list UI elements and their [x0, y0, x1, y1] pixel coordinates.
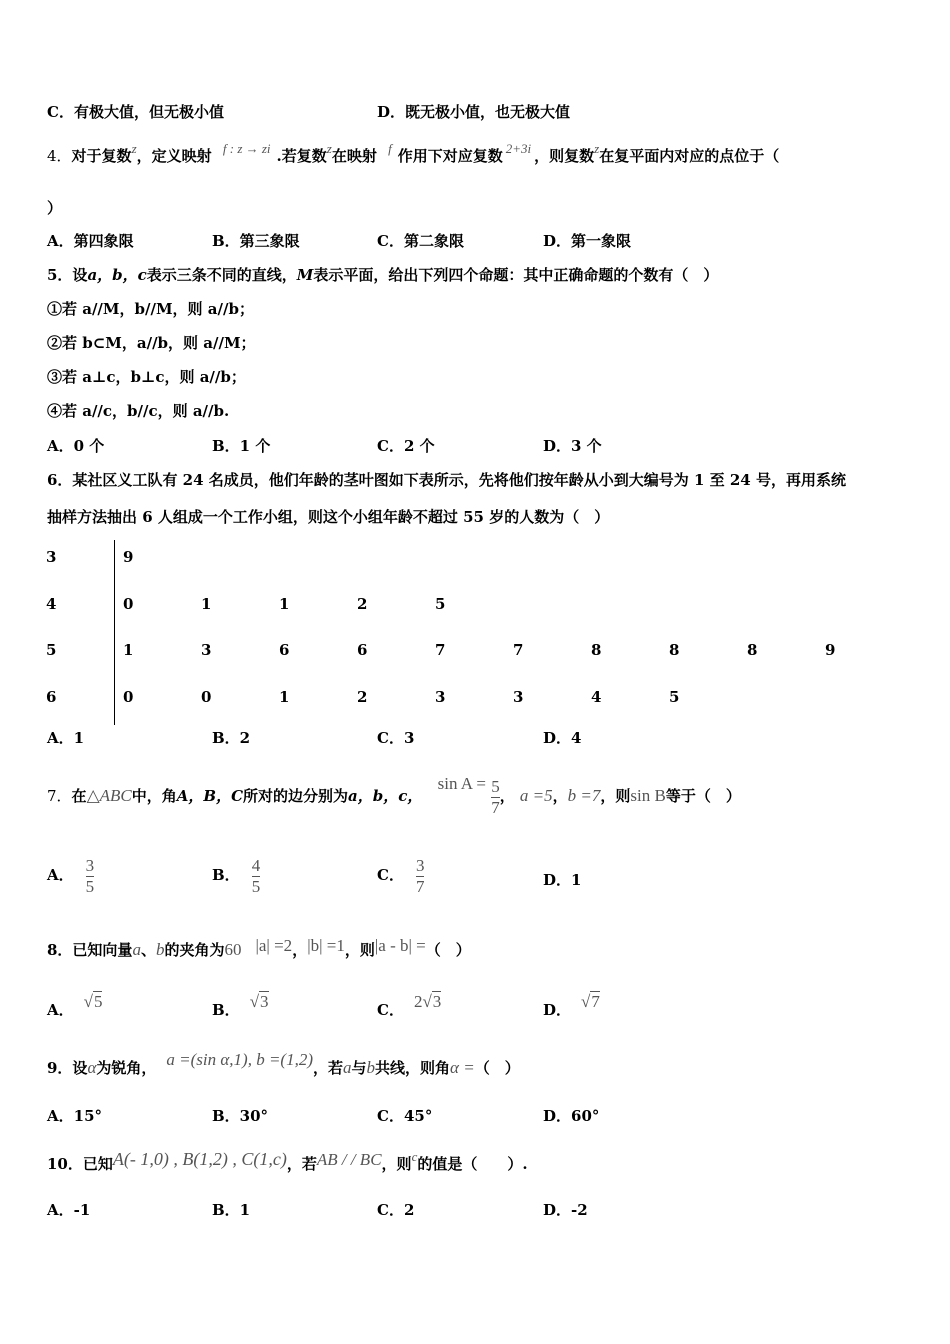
q3-option-c: C．有极大值，但无极小值 — [47, 103, 224, 121]
q5-stem: 5．设a，b，c表示三条不同的直线，M表示平面，给出下列四个命题：其中正确命题的个数有（ ） — [47, 266, 719, 284]
q8-option-b: B． √3 — [212, 992, 269, 1019]
q10-stem: 10．已知A(- 1,0) , B(1,2) , C(1,c)，若AB / / BC，则c的值是（ ）. — [47, 1149, 528, 1173]
q6-option-c: C．3 — [377, 729, 415, 747]
q4-option-c: C．第二象限 — [377, 232, 464, 250]
q6-option-d: D．4 — [543, 729, 582, 747]
q8-option-c: C． 2√3 — [377, 992, 442, 1019]
leaf: 8 — [591, 641, 602, 659]
leaf: 1 — [123, 641, 134, 659]
q5-option-b: B．1 个 — [212, 437, 271, 455]
leaf: 1 — [279, 688, 290, 706]
leaf: 2 — [357, 595, 368, 613]
q7-option-c: C． $\frac{3}{7}$ — [377, 855, 425, 896]
q9-option-b: B．30° — [212, 1107, 269, 1125]
leaf: 8 — [747, 641, 758, 659]
stem-2: 5 — [46, 641, 57, 659]
leaf: 8 — [669, 641, 680, 659]
q5-proposition-4: ④若 a//c，b//c，则 a//b. — [47, 402, 230, 420]
leaf: 6 — [279, 641, 290, 659]
q4-option-d: D．第一象限 — [543, 232, 632, 250]
q8-stem: 8．已知向量a、b的夹角为60 |a| =2，|b| =1，则|a - b| =（ ） — [47, 936, 471, 959]
leaf: 7 — [435, 641, 446, 659]
leaf: 0 — [123, 688, 134, 706]
q10-option-b: B．1 — [212, 1201, 251, 1219]
leaf: 0 — [201, 688, 212, 706]
leaf: 5 — [435, 595, 446, 613]
leaf: 6 — [357, 641, 368, 659]
q4-option-a: A．第四象限 — [47, 232, 134, 250]
q7-stem: 7．在△ABC中，角A，B，C所对的边分别为a，b，c， sin A = $\frac{5}{7}$ ， a =5，b =7，则sin B等于（ ） — [47, 774, 741, 817]
leaf: 1 — [279, 595, 290, 613]
q6-stem-line1: 6．某社区义工队有 24 名成员，他们年龄的茎叶图如下表所示，先将他们按年龄从小到大编号为 1 至 24 号，再用系统 — [47, 471, 846, 489]
q5-proposition-1: ①若 a//M，b//M，则 a//b； — [47, 300, 254, 318]
q3-option-d: D．既无极小值，也无极大值 — [377, 103, 571, 121]
leaf: 2 — [357, 688, 368, 706]
q9-option-c: C．45° — [377, 1107, 433, 1125]
q5-proposition-3: ③若 a⊥c，b⊥c，则 a//b； — [47, 368, 246, 386]
leaf: 1 — [201, 595, 212, 613]
q7-sina-fraction: $\frac{5}{7}$ — [491, 776, 500, 817]
q5-proposition-2: ②若 b⊂M，a//b，则 a//M； — [47, 334, 256, 352]
q5-option-c: C．2 个 — [377, 437, 435, 455]
q7-option-d: D．1 — [543, 871, 582, 889]
q4-option-b: B．第三象限 — [212, 232, 300, 250]
leaf: 7 — [513, 641, 524, 659]
q10-option-a: A．-1 — [47, 1201, 91, 1219]
leaf: 4 — [591, 688, 602, 706]
leaf: 3 — [435, 688, 446, 706]
stem-3: 6 — [46, 688, 57, 706]
leaf: 0 — [123, 595, 134, 613]
q6-option-b: B．2 — [212, 729, 251, 747]
q6-option-a: A．1 — [47, 729, 85, 747]
q6-stem-line2: 抽样方法抽出 6 人组成一个工作小组，则这个小组年龄不超过 55 岁的人数为（ ） — [47, 508, 610, 526]
stem-1: 4 — [46, 595, 57, 613]
q8-option-d: D． √7 — [543, 992, 600, 1019]
leaf: 3 — [513, 688, 524, 706]
q9-option-d: D．60° — [543, 1107, 600, 1125]
q7-option-a: A． $\frac{3}{5}$ — [47, 855, 95, 896]
q10-option-d: D．-2 — [543, 1201, 588, 1219]
q4-stem: 4．对于复数z，定义映射 f : z → zi .若复数z在映射 f 作用下对应复数 2+3i ，则复数z在复平面内对应的点位于（ — [47, 141, 780, 165]
stem-0: 3 — [46, 548, 57, 566]
q5-option-d: D．3 个 — [543, 437, 602, 455]
stem-leaf-divider — [114, 540, 115, 725]
q7-option-b: B． $\frac{4}{5}$ — [212, 855, 261, 896]
q5-option-a: A．0 个 — [47, 437, 105, 455]
q8-option-a: A． √5 — [47, 992, 103, 1019]
q9-stem: 9．设α为锐角， a =(sin α,1), b =(1,2)，若a与b共线，则角α =（ ） — [47, 1050, 520, 1077]
q10-option-c: C．2 — [377, 1201, 415, 1219]
leaf: 5 — [669, 688, 680, 706]
q9-option-a: A．15° — [47, 1107, 103, 1125]
q4-close-paren: ） — [47, 199, 63, 217]
leaf: 9 — [825, 641, 836, 659]
leaf: 9 — [123, 548, 134, 566]
leaf: 3 — [201, 641, 212, 659]
